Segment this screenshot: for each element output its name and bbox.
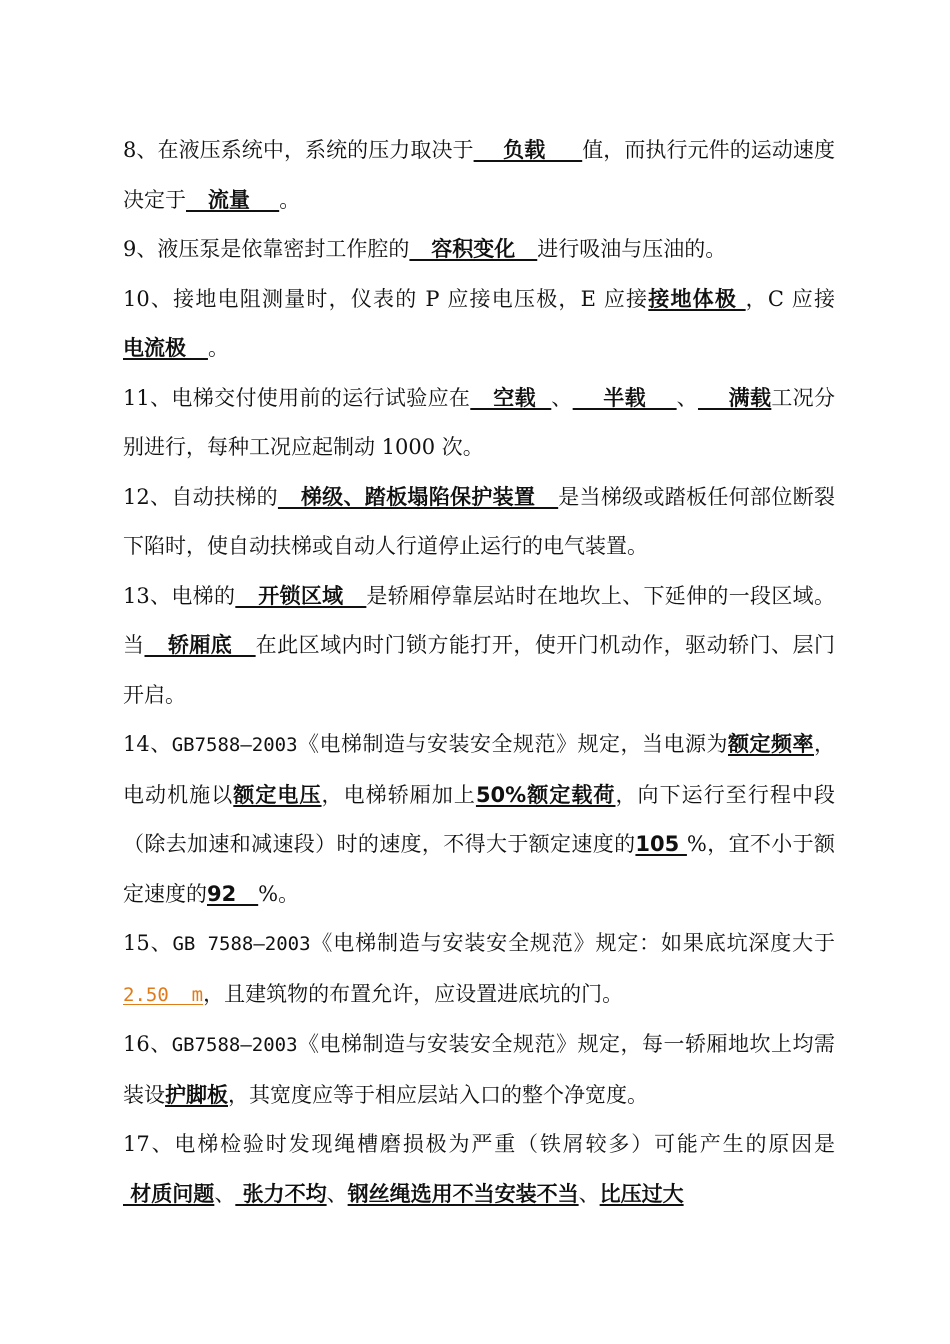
question-paragraph [123,1120,835,1219]
question-text: 工况分别进行，每种工况应起制动 1000 次。 [123,385,836,459]
standard-code: GB7588—2003 [171,1034,298,1056]
question-text: ，电梯轿厢加上 [321,782,476,807]
question-text: %。 [258,881,300,906]
question-text: 、 [551,385,573,410]
answer-blank: 负载 [473,138,583,162]
answer-blank: 50%额定载荷 [475,782,616,807]
answer-blank: 比压过大 [599,1181,684,1206]
question-text: 是轿厢停靠层站时在地坎上、下延伸的一段区域。当 [123,583,835,657]
document-body [123,126,835,1219]
question-text: ，电动机施以 [123,732,835,807]
question-text: 9、液压泵是依靠密封工作腔的 [123,237,410,261]
question-text: 。 [279,187,301,212]
answer-blank: 半载 [572,385,677,410]
question-text: 11、电梯交付使用前的运行试验应在 [123,385,471,410]
question-text: 《电梯制造与安装安全规范》规定：如果底坑深度大于 [310,931,835,955]
question-text: 14、 [123,732,172,756]
answer-blank-highlighted: 2.50 m [123,983,204,1006]
question-text: %，宜不小于额定速度的 [123,832,835,906]
answer-blank: 张力不均 [235,1181,327,1206]
question-paragraph [123,919,835,1020]
answer-blank: 额定频率 [728,732,814,756]
question-paragraph [123,374,835,473]
question-text: 13、电梯的 [123,583,236,608]
question-text: ，且建筑物的布置允许，应设置进底坑的门。 [203,981,624,1006]
question-paragraph [123,473,835,572]
question-text: 是当梯级或踏板任何部位断裂下陷时，使自动扶梯或自动人行道停止运行的电气装置。 [123,484,835,558]
question-text: 、 [578,1181,600,1206]
answer-blank: 额定电压 [233,782,322,807]
answer-blank: 护脚板 [165,1082,228,1107]
answer-blank: 开锁区域 [235,583,367,608]
answer-blank: 梯级、踏板塌陷保护装置 [277,484,559,509]
question-paragraph [123,720,835,919]
answer-blank: 流量 [186,187,280,212]
question-paragraph [123,572,835,721]
standard-code: GB7588—2003 [171,734,298,756]
question-text: 、 [676,385,698,410]
answer-blank: 空载 [470,385,552,410]
question-paragraph [123,126,835,225]
answer-blank: 材质问题 [123,1181,215,1206]
question-text: 在此区域内时门锁方能打开，使开门机动作，驱动轿门、层门开启。 [123,633,836,707]
question-paragraph [123,225,835,275]
answer-blank: 电流极 [123,336,208,360]
question-text: ，其宽度应等于相应层站入口的整个净宽度。 [228,1082,648,1107]
question-text: 、 [214,1181,236,1206]
question-text: 。 [207,336,229,360]
answer-blank: 容积变化 [409,237,538,261]
question-text: 《电梯制造与安装安全规范》规定，当电源为 [297,732,728,756]
answer-blank: 钢丝绳选用不当安装不当 [347,1181,579,1206]
question-text: 12、自动扶梯的 [123,484,278,509]
question-text: 、 [326,1181,348,1206]
question-text: 《电梯制造与安装安全规范》规定，每一轿厢地坎上均需装设 [123,1032,835,1107]
question-paragraph [123,275,835,374]
answer-blank: 105 [635,832,687,856]
answer-blank: 92 [207,881,259,906]
standard-code: GB 7588—2003 [172,933,311,955]
answer-blank: 满载 [697,385,772,410]
question-text: ，向下运行至行程中段（除去加速和减速段）时的速度，不得大于额定速度的 [123,782,836,856]
answer-blank: 轿厢底 [144,633,256,657]
question-text: 值，而执行元件的运动速度决定于 [123,138,835,212]
question-text: 17、电梯检验时发现绳槽磨损极为严重（铁屑较多）可能产生的原因是 [123,1132,835,1156]
question-text: 15、 [123,931,173,955]
question-text: 进行吸油与压油的。 [537,237,727,261]
question-paragraph [123,1020,835,1120]
answer-blank: 接地体极 [648,286,746,311]
question-text: ，C 应接 [745,286,835,311]
question-text: 16、 [123,1032,172,1056]
question-text: 10、接地电阻测量时，仪表的 P 应接电压极，E 应接 [123,286,649,311]
question-text: 8、在液压系统中，系统的压力取决于 [123,138,474,162]
